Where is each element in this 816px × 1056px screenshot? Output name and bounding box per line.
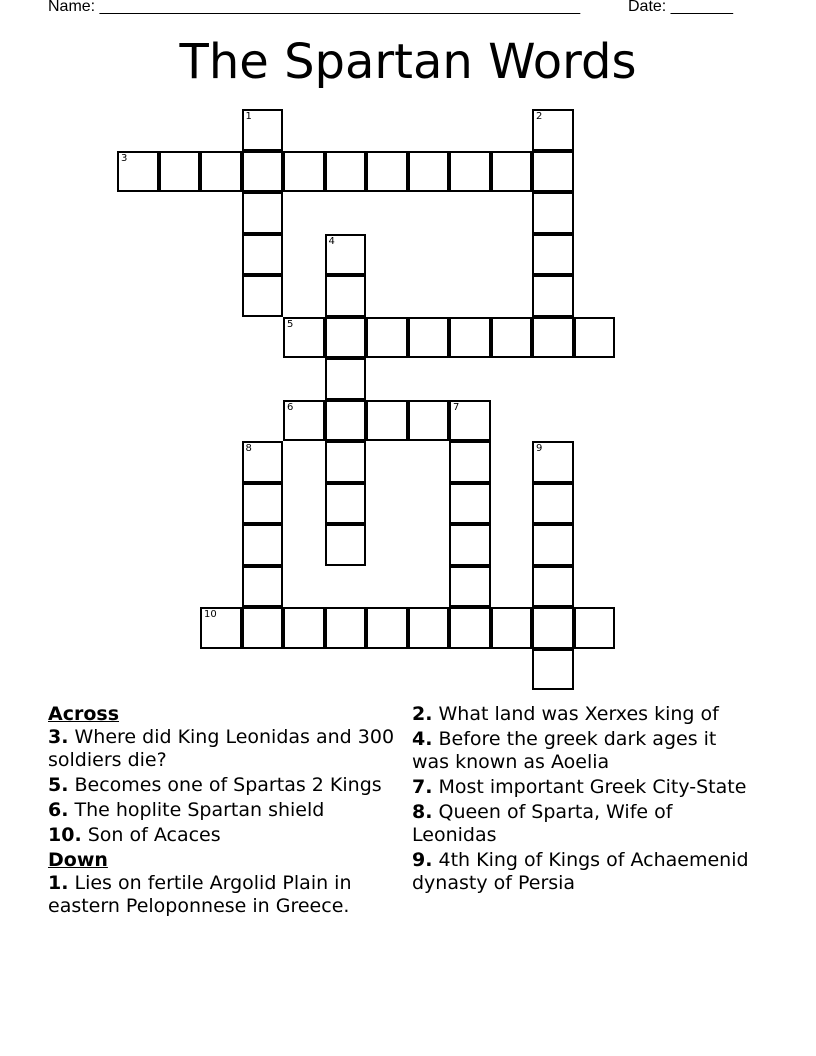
grid-cell xyxy=(449,524,491,566)
down-heading: Down xyxy=(48,849,108,871)
clue-item xyxy=(48,872,398,918)
grid-cell xyxy=(200,151,242,193)
grid-cell xyxy=(242,234,284,276)
grid-cell xyxy=(283,400,325,442)
clues-left-column xyxy=(48,703,398,920)
clue-item-number: 2. xyxy=(412,703,433,725)
grid-cell xyxy=(325,400,367,442)
clue-number: 1 xyxy=(245,111,252,122)
grid-cell xyxy=(408,317,450,359)
clue-item-number: 4. xyxy=(412,728,433,750)
grid-cell xyxy=(532,441,574,483)
clue-item-number: 1. xyxy=(48,872,69,894)
clue-number: 7 xyxy=(453,401,460,413)
clue-item xyxy=(412,776,757,799)
date-label: Date: _______ xyxy=(628,0,733,15)
clue-item-text: The hoplite Spartan shield xyxy=(68,799,325,821)
grid-cell xyxy=(449,151,491,193)
name-label: Name: ______________________________________________________ xyxy=(48,0,581,15)
clue-item-text: Becomes one of Spartas 2 Kings xyxy=(68,774,382,796)
grid-cell xyxy=(242,524,284,566)
grid-cell xyxy=(242,275,284,317)
grid-cell xyxy=(325,358,367,400)
grid-cell xyxy=(532,317,574,359)
grid-cell xyxy=(366,607,408,649)
grid-cell xyxy=(242,483,284,525)
clue-number: 5 xyxy=(287,318,294,330)
grid-cell xyxy=(325,317,367,359)
grid-cell xyxy=(366,400,408,442)
clue-item-text: 4th King of Kings of Achaemenid dynasty of Persia xyxy=(412,849,749,894)
clue-item-text: What land was Xerxes king of xyxy=(432,703,719,725)
clue-number: 9 xyxy=(536,443,543,454)
grid-cell xyxy=(242,109,284,151)
clue-item-number: 7. xyxy=(412,776,433,798)
grid-cell xyxy=(449,607,491,649)
grid-cell xyxy=(242,441,284,483)
grid-cell xyxy=(491,317,533,359)
across-heading: Across xyxy=(48,703,120,725)
grid-cell xyxy=(532,192,574,234)
clue-item xyxy=(48,799,398,822)
grid-cell xyxy=(449,566,491,608)
grid-cell xyxy=(532,524,574,566)
clue-item xyxy=(412,703,757,726)
grid-cell xyxy=(325,607,367,649)
puzzle-title: The Spartan Words xyxy=(179,34,637,90)
clue-number: 6 xyxy=(287,401,294,413)
grid-cell xyxy=(325,234,367,276)
down-clue-list-left xyxy=(48,872,398,918)
grid-cell xyxy=(532,151,574,193)
grid-cell xyxy=(366,317,408,359)
clue-item xyxy=(48,726,398,772)
grid-cell xyxy=(325,483,367,525)
clue-number: 3 xyxy=(121,152,128,164)
grid-cell xyxy=(283,317,325,359)
clue-item xyxy=(412,801,757,847)
grid-cell xyxy=(574,607,616,649)
grid-cell xyxy=(325,275,367,317)
clues-right-column xyxy=(412,703,757,897)
grid-cell xyxy=(283,151,325,193)
grid-cell xyxy=(200,607,242,649)
clue-number: 10 xyxy=(204,609,217,620)
grid-cell xyxy=(491,607,533,649)
clue-number: 4 xyxy=(328,235,335,247)
down-clue-list-right xyxy=(412,703,757,895)
clue-item-text: Lies on fertile Argolid Plain in eastern Peloponnese in Greece. xyxy=(48,872,352,917)
clue-item-number: 3. xyxy=(48,726,69,748)
clue-item-text: Queen of Sparta, Wife of Leonidas xyxy=(412,801,673,846)
clue-item xyxy=(412,728,757,774)
grid-cell xyxy=(532,607,574,649)
grid-cell xyxy=(159,151,201,193)
clue-item xyxy=(412,849,757,895)
grid-cell xyxy=(532,649,574,691)
grid-cell xyxy=(283,607,325,649)
grid-cell xyxy=(491,151,533,193)
grid-cell xyxy=(325,151,367,193)
clue-item-text: Before the greek dark ages it was known as Aoelia xyxy=(412,728,717,773)
grid-cell xyxy=(242,192,284,234)
grid-cell xyxy=(366,151,408,193)
grid-cell xyxy=(325,441,367,483)
grid-cell xyxy=(532,566,574,608)
grid-cell xyxy=(449,400,491,442)
clue-number: 8 xyxy=(245,443,252,454)
clue-item-text: Son of Acaces xyxy=(81,824,221,846)
clue-item-text: Where did King Leonidas and 300 soldiers die? xyxy=(48,726,395,771)
clue-item xyxy=(48,824,398,847)
grid-cell xyxy=(574,317,616,359)
grid-cell xyxy=(532,275,574,317)
grid-cell xyxy=(408,151,450,193)
grid-cell xyxy=(117,151,159,193)
clue-item xyxy=(48,774,398,797)
clue-item-number: 9. xyxy=(412,849,433,871)
grid-cell xyxy=(242,607,284,649)
clue-item-text: Most important Greek City-State xyxy=(432,776,747,798)
clue-item-number: 6. xyxy=(48,799,69,821)
grid-cell xyxy=(532,109,574,151)
grid-cell xyxy=(242,151,284,193)
grid-cell xyxy=(449,441,491,483)
grid-cell xyxy=(242,566,284,608)
clue-item-number: 5. xyxy=(48,774,69,796)
grid-cell xyxy=(532,483,574,525)
across-clue-list xyxy=(48,726,398,847)
clue-item-number: 8. xyxy=(412,801,433,823)
grid-cell xyxy=(408,400,450,442)
clue-number: 2 xyxy=(536,111,543,122)
grid-cell xyxy=(449,317,491,359)
grid-cell xyxy=(532,234,574,276)
grid-cell xyxy=(325,524,367,566)
grid-cell xyxy=(408,607,450,649)
grid-cell xyxy=(449,483,491,525)
clue-item-number: 10. xyxy=(48,824,82,846)
